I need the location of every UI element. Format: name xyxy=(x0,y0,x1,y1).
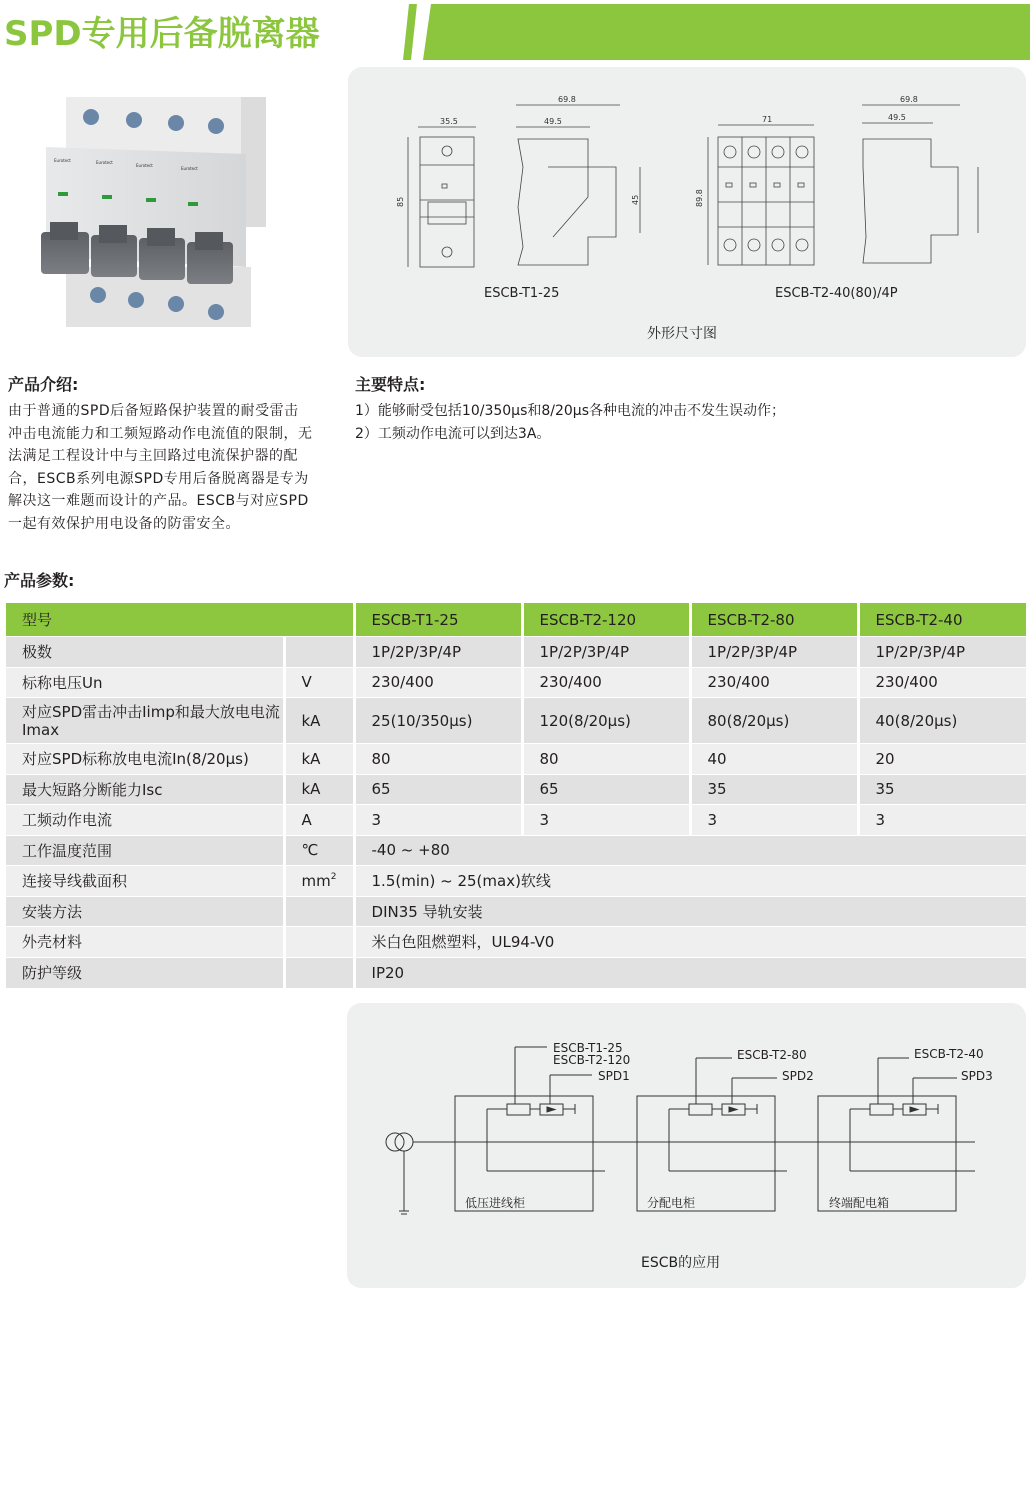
row-unit xyxy=(284,927,354,958)
svg-text:49.5: 49.5 xyxy=(888,113,906,122)
cell-merged: IP20 xyxy=(354,957,1026,988)
svg-text:45: 45 xyxy=(631,194,640,205)
svg-text:Eurotect: Eurotect xyxy=(181,166,198,171)
table-row xyxy=(6,835,1026,866)
row-label: 标称电压Un xyxy=(6,667,284,698)
row-unit: kA xyxy=(284,744,354,775)
escb-label-1: ESCB-T1-25 ESCB-T2-120 xyxy=(553,1041,631,1067)
cell: 80 xyxy=(522,744,690,775)
cell: 40(8/20μs) xyxy=(858,698,1026,744)
cell: 230/400 xyxy=(690,667,858,698)
cell: 65 xyxy=(522,774,690,805)
table-row xyxy=(6,927,1026,958)
row-label: 安装方法 xyxy=(6,896,284,927)
cell: 230/400 xyxy=(354,667,522,698)
row-unit: A xyxy=(284,805,354,836)
cell: 120(8/20μs) xyxy=(522,698,690,744)
header-model: ESCB-T2-80 xyxy=(690,603,858,637)
application-diagram-panel xyxy=(347,1003,1026,1288)
row-label: 工作温度范围 xyxy=(6,835,284,866)
dimension-drawing-panel xyxy=(348,67,1026,357)
row-label: 连接导线截面积 xyxy=(6,866,284,897)
spd-label-3: SPD3 xyxy=(961,1069,993,1083)
svg-text:49.5: 49.5 xyxy=(544,117,562,126)
row-unit: kA xyxy=(284,698,354,744)
header-model: ESCB-T2-40 xyxy=(858,603,1026,637)
dimension-drawing xyxy=(348,67,1026,317)
header-model: ESCB-T2-120 xyxy=(522,603,690,637)
page-title: SPD专用后备脱离器 xyxy=(4,14,320,54)
escb-label-3: ESCB-T2-40 xyxy=(914,1047,984,1061)
row-unit: $mm^2$ xyxy=(284,866,354,897)
header-accent-bar xyxy=(395,4,1030,60)
row-label: 对应SPD标称放电电流In(8/20μs) xyxy=(6,744,284,775)
spd-label-1: SPD1 xyxy=(598,1069,630,1083)
svg-text:85: 85 xyxy=(396,196,405,207)
cell: 80 xyxy=(354,744,522,775)
cabinet-label-1: 低压进线柜 xyxy=(465,1196,526,1210)
cell: 3 xyxy=(858,805,1026,836)
intro-text: 由于普通的SPD后备短路保护装置的耐受雷击冲击电流能力和工频短路动作电流值的限制，无法满足工程设计中与主回路过电流保护器的配合，ESCB系列电源SPD专用后备脱离器是专为解决这一难题而设计的产品。ESCB与对应SPD一起有效保护用电设备的防雷安全。 xyxy=(8,403,313,532)
header-model-label: 型号 xyxy=(6,603,354,637)
svg-text:69.8: 69.8 xyxy=(558,95,576,104)
row-label: 外壳材料 xyxy=(6,927,284,958)
table-row xyxy=(6,667,1026,698)
row-label: 防护等级 xyxy=(6,957,284,988)
dimension-drawing-caption: 外形尺寸图 xyxy=(647,326,717,342)
row-label: 工频动作电流 xyxy=(6,805,284,836)
spd-label-2: SPD2 xyxy=(782,1069,814,1083)
cell: 80(8/20μs) xyxy=(690,698,858,744)
cell: 3 xyxy=(522,805,690,836)
row-label: 最大短路分断能力Isc xyxy=(6,774,284,805)
row-label: 极数 xyxy=(6,637,284,668)
svg-text:Eurotect: Eurotect xyxy=(54,158,71,163)
drawing-label-t2: ESCB-T2-40(80)/4P xyxy=(775,286,898,301)
svg-text:71: 71 xyxy=(762,115,773,124)
application-caption: ESCB的应用 xyxy=(641,1255,721,1271)
cell: 35 xyxy=(858,774,1026,805)
cell: 1P/2P/3P/4P xyxy=(690,637,858,668)
cabinet-label-2: 分配电柜 xyxy=(647,1196,696,1210)
feature-item: 1）能够耐受包括10/350μs和8/20μs各种电流的冲击不发生误动作； xyxy=(355,403,785,419)
row-unit: ℃ xyxy=(284,835,354,866)
feature-item: 2）工频动作电流可以到达3A。 xyxy=(355,425,551,442)
row-unit: kA xyxy=(284,774,354,805)
row-unit xyxy=(284,957,354,988)
cell-merged: 1.5(min) ~ 25(max)软线 xyxy=(354,866,1026,897)
features-list xyxy=(355,400,785,445)
params-heading: 产品参数: xyxy=(4,571,75,590)
cell: 230/400 xyxy=(522,667,690,698)
intro-heading: 产品介绍: xyxy=(8,375,79,394)
spec-table xyxy=(6,602,1026,988)
row-unit: V xyxy=(284,667,354,698)
cell: 1P/2P/3P/4P xyxy=(354,637,522,668)
svg-text:89.8: 89.8 xyxy=(695,189,704,207)
cabinet-label-3: 终端配电箱 xyxy=(829,1196,890,1210)
table-row xyxy=(6,805,1026,836)
svg-text:69.8: 69.8 xyxy=(900,95,918,104)
table-row xyxy=(6,744,1026,775)
table-row xyxy=(6,866,1026,897)
svg-text:Eurotect: Eurotect xyxy=(136,163,153,168)
row-label: 对应SPD雷击冲击Iimp和最大放电电流Imax xyxy=(6,698,284,744)
cell: 25(10/350μs) xyxy=(354,698,522,744)
features-heading: 主要特点: xyxy=(355,375,426,394)
table-row xyxy=(6,774,1026,805)
cell: 65 xyxy=(354,774,522,805)
table-header-row xyxy=(6,603,1026,637)
table-row xyxy=(6,698,1026,744)
cell-merged: 米白色阻燃塑料，UL94-V0 xyxy=(354,927,1026,958)
table-row xyxy=(6,896,1026,927)
cell: 20 xyxy=(858,744,1026,775)
cell: 40 xyxy=(690,744,858,775)
escb-label-2: ESCB-T2-80 xyxy=(737,1048,807,1062)
header-model: ESCB-T1-25 xyxy=(354,603,522,637)
cell-merged: -40 ~ +80 xyxy=(354,835,1026,866)
svg-text:Eurotect: Eurotect xyxy=(96,160,113,165)
cell: 1P/2P/3P/4P xyxy=(858,637,1026,668)
cell-merged: DIN35 导轨安装 xyxy=(354,896,1026,927)
cell: 3 xyxy=(354,805,522,836)
cell: 3 xyxy=(690,805,858,836)
cell: 35 xyxy=(690,774,858,805)
row-unit xyxy=(284,896,354,927)
row-unit xyxy=(284,637,354,668)
product-photo xyxy=(36,92,286,332)
table-row xyxy=(6,957,1026,988)
cell: 1P/2P/3P/4P xyxy=(522,637,690,668)
drawing-label-t1: ESCB-T1-25 xyxy=(484,286,560,301)
table-row xyxy=(6,637,1026,668)
cell: 230/400 xyxy=(858,667,1026,698)
svg-text:35.5: 35.5 xyxy=(440,117,458,126)
